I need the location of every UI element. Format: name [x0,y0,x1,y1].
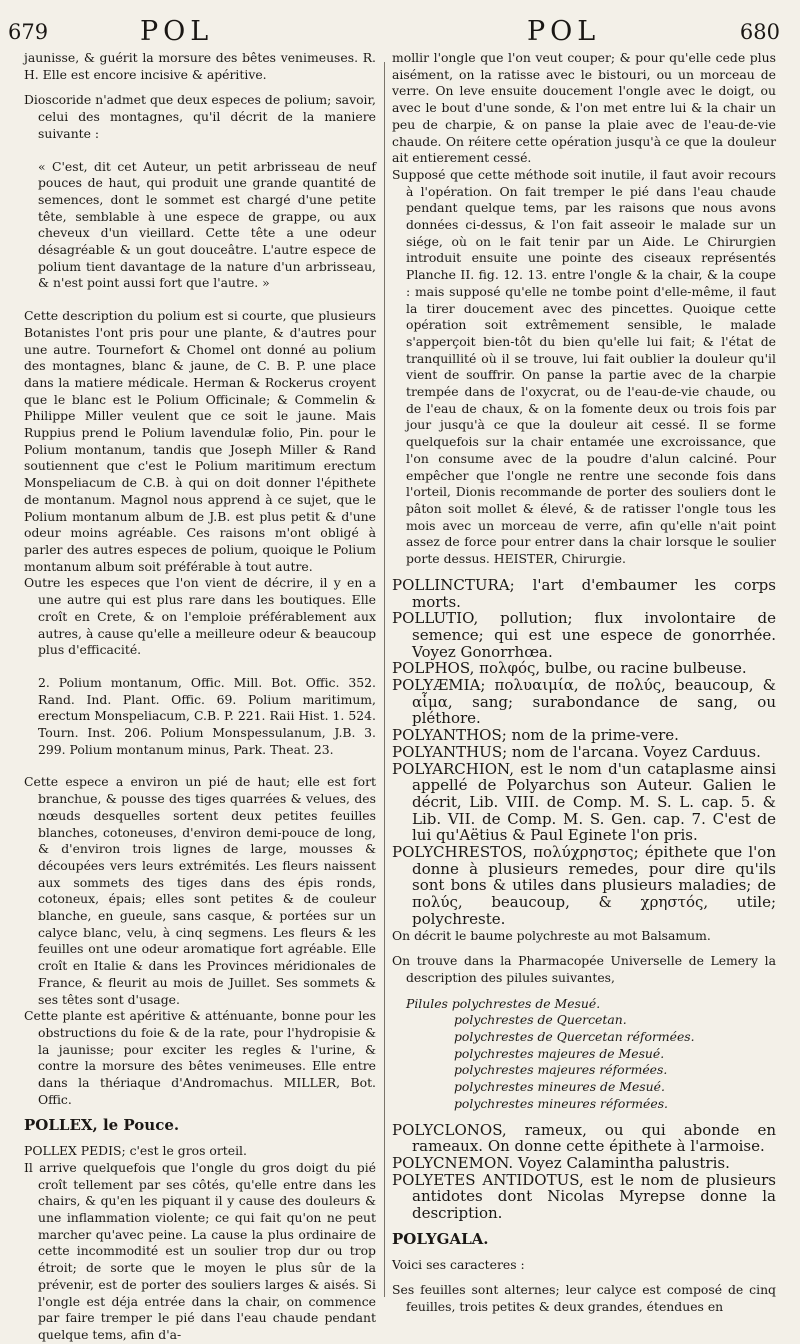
dictionary-entry: POLYETES ANTIDOTUS, est le nom de plusieurs antidotes dont Nicolas Myrepse donne la description. [392,1170,776,1223]
left-column [24,50,376,1344]
paragraph: jaunisse, & guérit la morsure des bêtes venimeuses. R. H. Elle est encore incisive & apéritive. [24,50,376,82]
paragraph: POLLEX PEDIS; c'est le gros orteil. [24,1143,247,1159]
list-item: polychrestes majeures de Mesué. [454,1045,665,1061]
dictionary-entry: POLYCLONOS, rameux, ou qui abonde en rameaux. On donne cette épithete à l'armoise. [392,1120,776,1156]
page-header [0,16,800,50]
paragraph: Ses feuilles sont alternes; leur calyce est composé de cinq feuilles, trois petites & deux grandes, étendues en [392,1282,776,1314]
species-reference: 2. Polium montanum, Offic. Mill. Bot. Offic. 352. Rand. Ind. Plant. Offic. 69. Polium maritimum, erectum Monspeliacum, C.B. P. 221. Raii Hist. 1. 524. Tourn. Inst. 206. Polium Monspessulanum, J.B. 3. 299. Polium montanum minus, Park. Theat. 23. [38,674,376,757]
paragraph: Il arrive quelquefois que l'ongle du gros doigt du pié croît tellement par ses côtés, qu'elle entre dans les chairs, & qu'en les piquant il y cause des douleurs & une inflammation violente; ce qui fait qu'on ne peut marcher qu'avec peine. La cause la plus ordinaire de cette incommodité est un soulier trop dur ou trop étroit; de sorte que le moyen le plus sûr de la prévenir, est de porter des souliers larges & aisés. Si l'ongle est déja entrée dans la chair, on commence par faire tremper le pié dans l'eau chaude pendant quelque tems, afin d'a- [24,1159,376,1342]
page-number-left: 679 [8,20,49,44]
paragraph: On trouve dans la Pharmacopée Universelle de Lemery la description des pilules suivantes, [392,953,776,985]
running-head-left: POL [140,16,214,47]
list-item: polychrestes de Quercetan. [454,1012,627,1028]
right-column [392,50,776,1316]
paragraph: Cette espece a environ un pié de haut; elle est fort branchue, & pousse des tiges quarrées & velues, des nœuds desquelles sortent deux petites feuilles blanches, cotoneuses, d'environ demi-pouce de long, & d'environ trois lignes de large, mousses & découpées vers leurs extrémités. Les fleurs naissent aux sommets des tiges dans des épis ronds, cotoneux, épais; elles sont petites & de couleur blanche, en gueule, sans casque, & portées sur un calyce blanc, velu, à cinq segmens. Les fleurs & les feuilles ont une odeur aromatique fort agréable. Elle croît en Italie & dans les Provinces méridionales de France, & fleurit au mois de Juillet. Ses sommets & ses têtes sont d'usage. [24,774,376,1007]
paragraph: Outre les especes que l'on vient de décrire, il y en a une autre qui est plus rare dans les boutiques. Elle croît en Crete, & on l'emploie préférablement aux autres, à cause qu'elle a meilleure odeur & beaucoup plus d'efficacité. [24,575,376,658]
dictionary-entry: POLYÆMIA; πολυαιμία, de πολύς, beaucoup, & αἷμα, sang; surabondance de sang, ou pléthore. [392,676,776,728]
list-item: polychrestes mineures réformées. [454,1095,668,1111]
paragraph: Voici ses caracteres : [392,1256,525,1272]
list-item: polychrestes de Quercetan réformées. [454,1029,695,1045]
list-item: Pilules polychrestes de Mesué. [406,995,601,1011]
dictionary-entry: POLYARCHION, est le nom d'un cataplasme ainsi appellé de Polyarchus son Auteur. Galien le décrit, Lib. VIII. de Comp. M. S. L. cap. 5. & Lib. VII. de Comp. M. S. Gen. cap. 7. C'est de lui qu'Aëtius & Paul Eginete l'on pris. [392,759,776,845]
dictionary-entry: POLPHOS, πολφός, bulbe, ou racine bulbeuse. [392,659,747,678]
paragraph: On décrit le baume polychreste au mot Balsamum. [392,927,711,943]
dictionary-entry: POLYCHRESTOS, πολύχρηστος; épithete que l'on donne à plusieurs remedes, pour dire qu'ils sont bons & utiles dans plusieurs maladies; de πολύς, beaucoup, & χρηστός, utile; polychreste. [392,843,776,928]
column-divider [384,62,385,1297]
entry-heading-pollex: POLLEX, le Pouce. [24,1116,180,1135]
dictionary-entry: POLLINCTURA; l'art d'embaumer les corps morts. [392,575,776,611]
dictionary-entry: POLYANTHUS; nom de l'arcana. Voyez Carduus. [392,742,761,761]
list-item: polychrestes majeures réformées. [454,1062,668,1078]
quotation: « C'est, dit cet Auteur, un petit arbrisseau de neuf pouces de haut, qui produit une grande quantité de semences, dont le sommet est chargé d'une petite tête, semblable à une espece de grappe, ou aux cheveux d'un vieillard. Cette tête a une odeur désagréable & un gout douceâtre. L'autre espece de polium tient davantage de la nature d'un arbrisseau, & n'est point aussi fort que l'autre. » [38,158,376,291]
paragraph: Supposé que cette méthode soit inutile, il faut avoir recours à l'opération. On fait tremper le pié dans l'eau chaude pendant quelque tems, par les raisons que nous avons données ci-dessus, & l'on fait asseoir le malade sur un siége, où on le fait tenir par un Aide. Le Chirurgien introduit ensuite une pointe des ciseaux représentés Planche II. fig. 12. 13. entre l'ongle & la chair, & la coupe : mais supposé qu'elle ne tombe point d'elle-même, il faut la tirer doucement avec des pincettes. Quoique cette opération soit extrêmement sensible, le malade s'apperçoit bien-tôt du bien qu'elle lui fait; & l'état de tranquillité où il se trouve, lui fait oublier la douleur qu'il vient de souffrir. On panse la partie avec de la charpie trempée dans de l'oxycrat, ou de l'eau-de-vie chaude, ou de l'eau de chaux, & on la fomente deux ou trois fois par jour jusqu'à ce que la douleur ait cessé. Il se forme quelquefois sur la chair entamée une excroissance, que l'on consume avec de la poudre d'alun calciné. Pour empêcher que l'ongle ne rentre une seconde fois dans l'orteil, Dionis recommande de porter des souliers dont le pâton soit mollet & élevé, & de ratisser l'ongle tous les mois avec un morceau de verre, afin qu'elle n'ait point assez de force pour entrer dans la chair lorsque le soulier porte dessus. HEISTER, Chirurgie. [392,166,776,567]
paragraph: Cette description du polium est si courte, que plusieurs Botanistes l'ont pris pour une plante, & d'autres pour une autre. Tournefort & Chomel ont donné au polium des montagnes, blanc & jaune, de C. B. P. une place dans la matiere médicale. Herman & Rockerus croyent que le blanc est le Polium Officinale; & Commelin & Philippe Miller veulent que ce soit le jaune. Mais Ruppius prend le Polium lavendulæ folio, Pin. pour le Polium montanum, tandis que Joseph Miller & Rand soutiennent que c'est le Polium maritimum erectum Monspeliacum de C.B. à qui on doit donner l'épithete de montanum. Magnol nous apprend à ce sujet, que le Polium montanum album de J.B. est plus petit & d'une odeur moins agréable. Ces raisons m'ont obligé à parler des autres especes de polium, quoique le Polium montanum album soit préférable à tout autre. [24,308,376,574]
paragraph: Dioscoride n'admet que deux especes de polium; savoir, celui des montagnes, qu'il décrit de la maniere suivante : [24,92,376,141]
dictionary-entry: POLLUTIO, pollution; flux involontaire de semence; qui est une espece de gonorrhée. Voyez Gonorrhœa. [392,609,776,661]
page-number-right: 680 [739,20,780,44]
paragraph: mollir l'ongle que l'on veut couper; & pour qu'elle cede plus aisément, on la ratisse avec le bistouri, ou un morceau de verre. On leve ensuite doucement l'ongle avec le doigt, ou avec le bout d'une sonde, & l'on met entre lui & la chair un peu de charpie, & on panse la plaie avec de l'eau-de-vie chaude. On réitere cette opération jusqu'à ce que la douleur ait entierement cessé. [392,50,776,166]
dictionary-entry: POLYANTHOS; nom de la prime-vere. [392,726,679,745]
list-item: polychrestes mineures de Mesué. [454,1079,665,1095]
dictionary-entry: POLYCNEMON. Voyez Calamintha palustris. [392,1154,730,1172]
entry-heading-polygala: POLYGALA. [392,1229,489,1248]
running-head-right: POL [527,16,601,47]
pill-list [392,996,776,1113]
paragraph: Cette plante est apéritive & atténuante, bonne pour les obstructions du foie & de la rate, pour l'hydropisie & la jaunisse; pour exciter les regles & l'urine, & contre la morsure des bêtes venimeuses. Elle entre dans la thériaque d'Andromachus. MILLER, Bot. Offic. [24,1008,376,1107]
